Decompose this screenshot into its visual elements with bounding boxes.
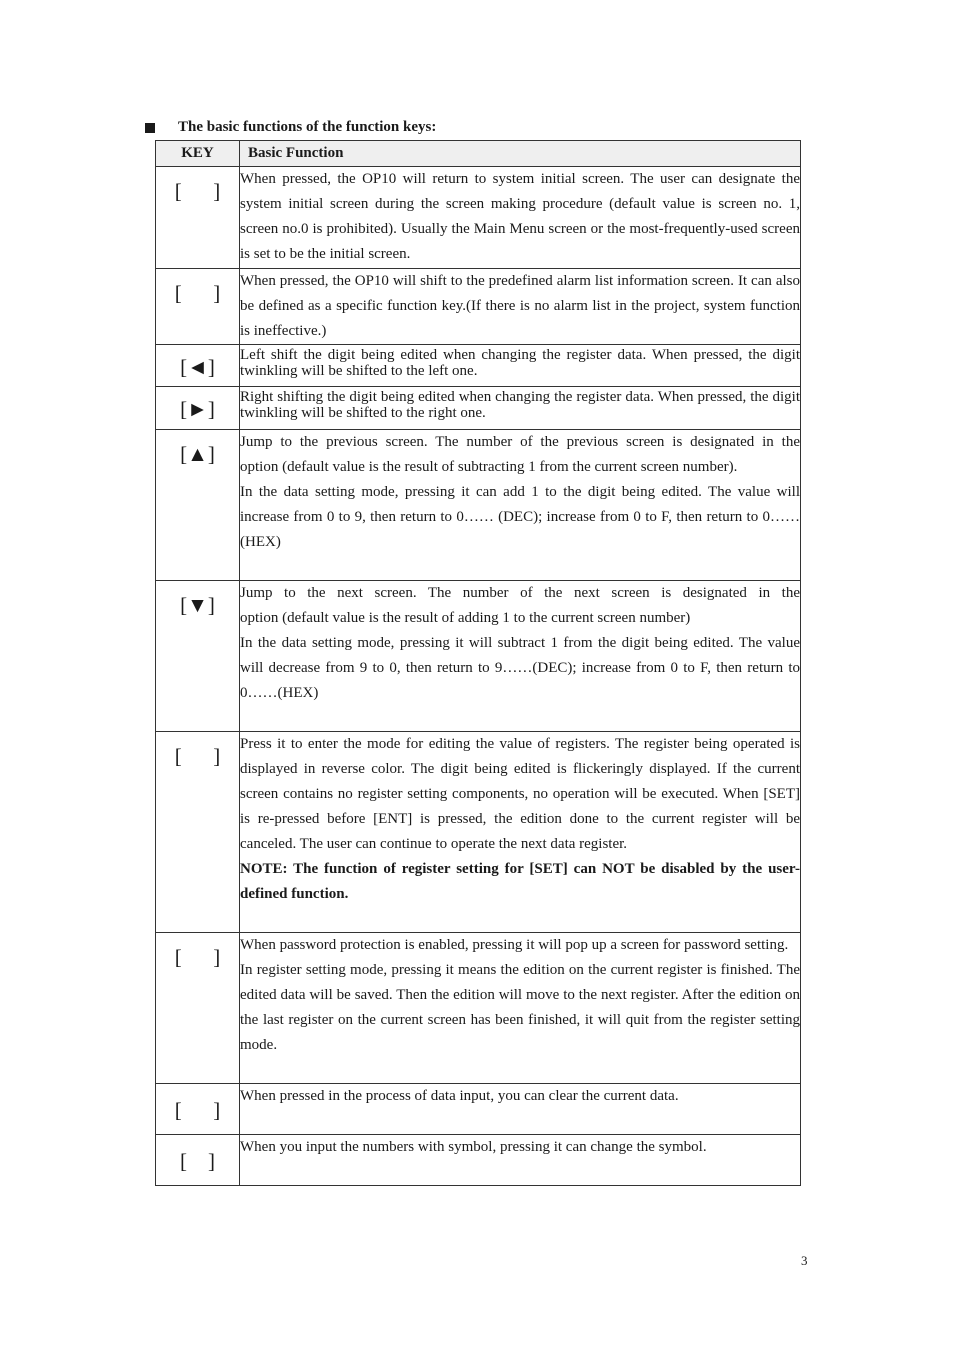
function-text: Left shift the digit being edited when changing the register data. When pressed, the digit twinkling will be shifted to the left one. [240, 347, 800, 379]
key-label: [ ] [174, 945, 221, 969]
function-text: When pressed in the process of data input, you can clear the current data. [240, 1088, 679, 1104]
function-cell [240, 167, 801, 269]
function-cell [240, 387, 801, 430]
header-basic-function: Basic Function [240, 141, 801, 167]
key-cell [156, 345, 240, 387]
function-text: In the data setting mode, pressing it will subtract 1 from the digit being edited. The value will decrease from 9 to 0, then return to 9……(DEC); increase from 0 to F, then return to 0……(HEX) [240, 635, 800, 701]
table-row [156, 167, 801, 269]
function-cell [240, 269, 801, 345]
section-heading-text: The basic functions of the function keys: [178, 119, 437, 135]
key-label: [►] [180, 397, 215, 421]
function-text: When password protection is enabled, pressing it will pop up a screen for password setting. [240, 937, 789, 953]
function-cell [240, 581, 887, 732]
table-row [156, 387, 801, 430]
table-header-row [156, 141, 801, 167]
table-row [156, 581, 801, 732]
function-text: Jump to the previous screen. The number of the previous screen is designated in the option (default value is the result of subtracting 1 from the current screen number). [240, 434, 887, 475]
header-key: KEY [156, 141, 240, 167]
function-text: Jump to the next screen. The number of the next screen is designated in the option (default value is the result of adding 1 to the current screen number) [240, 585, 887, 626]
key-cell [156, 430, 240, 581]
key-label: [▼] [180, 593, 215, 617]
table-row [156, 345, 801, 387]
function-text: When pressed, the OP10 will return to system initial screen. The user can designate the system initial screen during the screen making procedure (default value is screen no. 1, screen no.0 is prohibited). Usually the Main Menu screen or the most-frequently-used screen is set to be the initial screen. [240, 171, 800, 262]
key-cell [156, 167, 240, 269]
function-text: Press it to enter the mode for editing the value of registers. The register being operated is displayed in reverse color. The digit being edited is flickeringly displayed. If the current screen contains no register setting components, no operation will be executed. When [SET] is re-pressed before [ENT] is pressed, the edition done to the current register will be canceled. The user can continue to operate the next data register. [240, 736, 800, 852]
function-cell [240, 1135, 801, 1186]
function-cell [240, 345, 801, 387]
note-text: NOTE: The function of register setting for [SET] can NOT be disabled by the user-defined function. [240, 861, 800, 902]
key-cell [156, 1084, 240, 1135]
key-cell [156, 1135, 240, 1186]
function-text: Right shifting the digit being edited when changing the register data. When pressed, the digit twinkling will be shifted to the right one. [240, 389, 800, 421]
function-cell [240, 732, 801, 933]
key-label: [ ] [174, 179, 221, 203]
key-cell [156, 933, 240, 1084]
key-label: [ ] [174, 1098, 221, 1122]
function-cell [240, 1084, 801, 1135]
key-label: [◄] [180, 355, 215, 379]
square-bullet-icon [145, 123, 155, 133]
key-label: [ ] [174, 744, 221, 768]
function-cell [240, 933, 801, 1084]
table-row [156, 269, 801, 345]
page-number: 3 [801, 1253, 808, 1268]
function-text: When you input the numbers with symbol, pressing it can change the symbol. [240, 1139, 707, 1155]
table-row [156, 933, 801, 1084]
table-row [156, 1135, 801, 1186]
key-label: [ ] [174, 281, 221, 305]
function-text: In the data setting mode, pressing it can add 1 to the digit being edited. The value will increase from 0 to 9, then return to 0…… (DEC); increase from 0 to F, then return to 0……(HEX) [240, 484, 800, 550]
key-cell [156, 387, 240, 430]
function-keys-table [155, 140, 887, 1186]
key-cell [156, 732, 240, 933]
section-heading [145, 119, 436, 136]
key-label: [▲] [180, 442, 215, 466]
table-row [156, 1084, 801, 1135]
function-text: In register setting mode, pressing it means the edition on the current register is finished. The edited data will be saved. Then the edition will move to the next register. After the edition on the last register on the current screen has been finished, it will quit from the register setting mode. [240, 962, 800, 1053]
table-row [156, 732, 801, 933]
table-row [156, 430, 801, 581]
key-label: [ ] [180, 1149, 215, 1173]
key-cell [156, 269, 240, 345]
key-cell [156, 581, 240, 732]
function-text: When pressed, the OP10 will shift to the predefined alarm list information screen. It can also be defined as a specific function key.(If there is no alarm list in the project, system function is ineffective.) [240, 273, 800, 339]
function-cell [240, 430, 887, 581]
